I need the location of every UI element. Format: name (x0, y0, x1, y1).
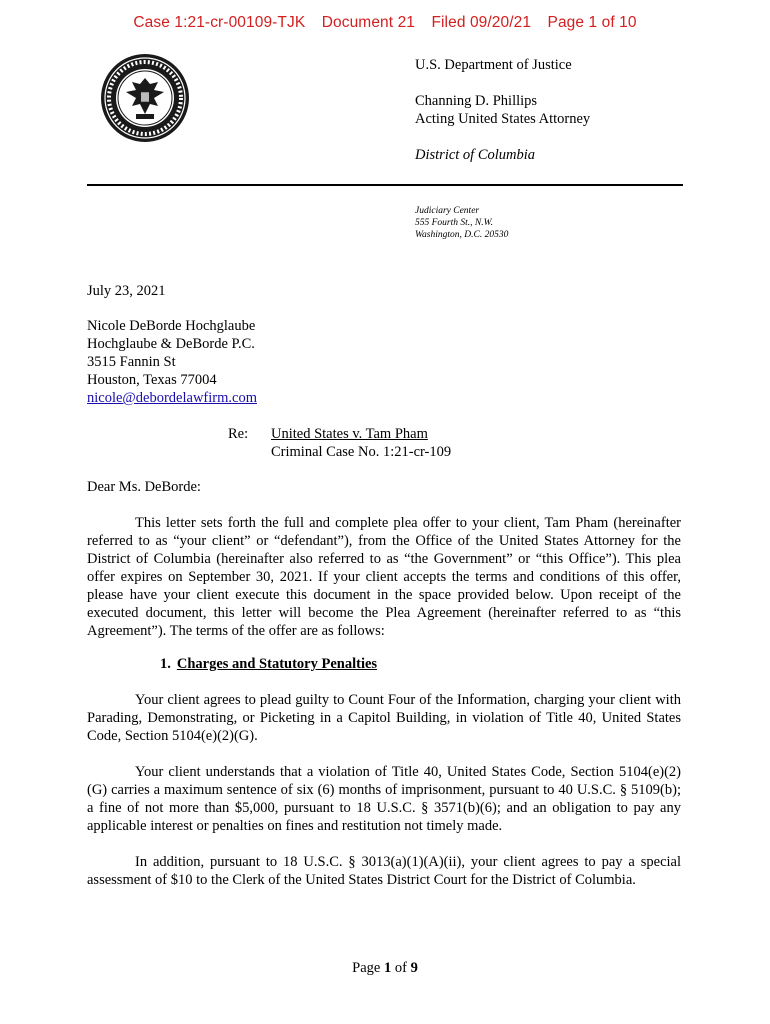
district-name: District of Columbia (415, 147, 536, 163)
letterhead-divider (87, 184, 683, 186)
section-number: 1. (160, 656, 171, 672)
recipient-city: Houston, Texas 77004 (87, 372, 217, 388)
footer-current-page: 1 (383, 960, 392, 976)
attorney-title: Acting United States Attorney (415, 111, 591, 127)
recipient-email-link[interactable]: nicole@debordelawfirm.com (87, 390, 257, 406)
sentence-paragraph: Your client understands that a violation of Title 40, United States Code, Section 5104(e)(2)(G) carries a maximum sentence of six (6) months of imprisonment, pursuant to 40 U.S.C. § 5109(b); a fine of not more than $5,000, pursuant to 18 U.S.C. § 3571(b)(6); and an obligation to pay any applicable interest or penalties on fines and restitution not timely made. (87, 764, 681, 834)
assessment-paragraph: In addition, pursuant to 18 U.S.C. § 3013(a)(1)(A)(ii), your client agrees to pay a special assessment of $10 to the Clerk of the United States District Court for the District of Columbia. (87, 854, 681, 888)
recipient-street: 3515 Fannin St (87, 354, 176, 370)
footer-of: of (394, 960, 407, 976)
re-case-number: Criminal Case No. 1:21-cr-109 (271, 444, 452, 460)
plea-paragraph: Your client agrees to plead guilty to Count Four of the Information, charging your client with Parading, Demonstrating, or Picketing in a Capitol Building, in violation of Title 40, United States Code, Section 5104(e)(2)(G). (87, 692, 681, 744)
department-of-justice-seal-icon (100, 52, 190, 144)
office-address (415, 205, 508, 241)
page-footer (0, 960, 770, 977)
section-title: Charges and Statutory Penalties (176, 656, 378, 672)
page-count-header: Page 1 of 10 (547, 14, 637, 31)
address-line: 555 Fourth St., N.W. (415, 218, 494, 228)
filed-date-header: Filed 09/20/21 (431, 14, 532, 31)
recipient-address (87, 317, 257, 407)
re-case-name: United States v. Tam Pham (271, 426, 428, 442)
recipient-firm: Hochglaube & DeBorde P.C. (87, 336, 255, 352)
letterhead (415, 56, 590, 164)
re-subject (271, 425, 451, 461)
address-line: Judiciary Center (415, 206, 480, 216)
case-number-header: Case 1:21-cr-00109-TJK (133, 14, 306, 31)
document-number-header: Document 21 (321, 14, 416, 31)
address-line: Washington, D.C. 20530 (415, 230, 509, 240)
letter-date: July 23, 2021 (87, 283, 166, 299)
re-label: Re: (228, 426, 249, 442)
department-name: U.S. Department of Justice (415, 57, 572, 73)
court-filing-header (0, 14, 770, 32)
intro-paragraph: This letter sets forth the full and complete plea offer to your client, Tam Pham (hereinafter referred to as “your client” or “defendant”), from the Office of the United States Attorney for the District of Columbia (hereinafter also referred to as “the Government” or “this Office”). This plea offer expires on September 30, 2021. If your client accepts the terms and conditions of this offer, please have your client execute this document in the space provided below. Upon receipt of the executed document, this letter will become the Plea Agreement (hereinafter referred to as “this Agreement”). The terms of the offer are as follows: (87, 515, 681, 639)
attorney-name: Channing D. Phillips (415, 93, 538, 109)
footer-prefix: Page (352, 960, 381, 976)
section-heading (160, 656, 377, 673)
recipient-name: Nicole DeBorde Hochglaube (87, 318, 256, 334)
footer-total-pages: 9 (410, 960, 418, 976)
salutation: Dear Ms. DeBorde: (87, 479, 201, 495)
